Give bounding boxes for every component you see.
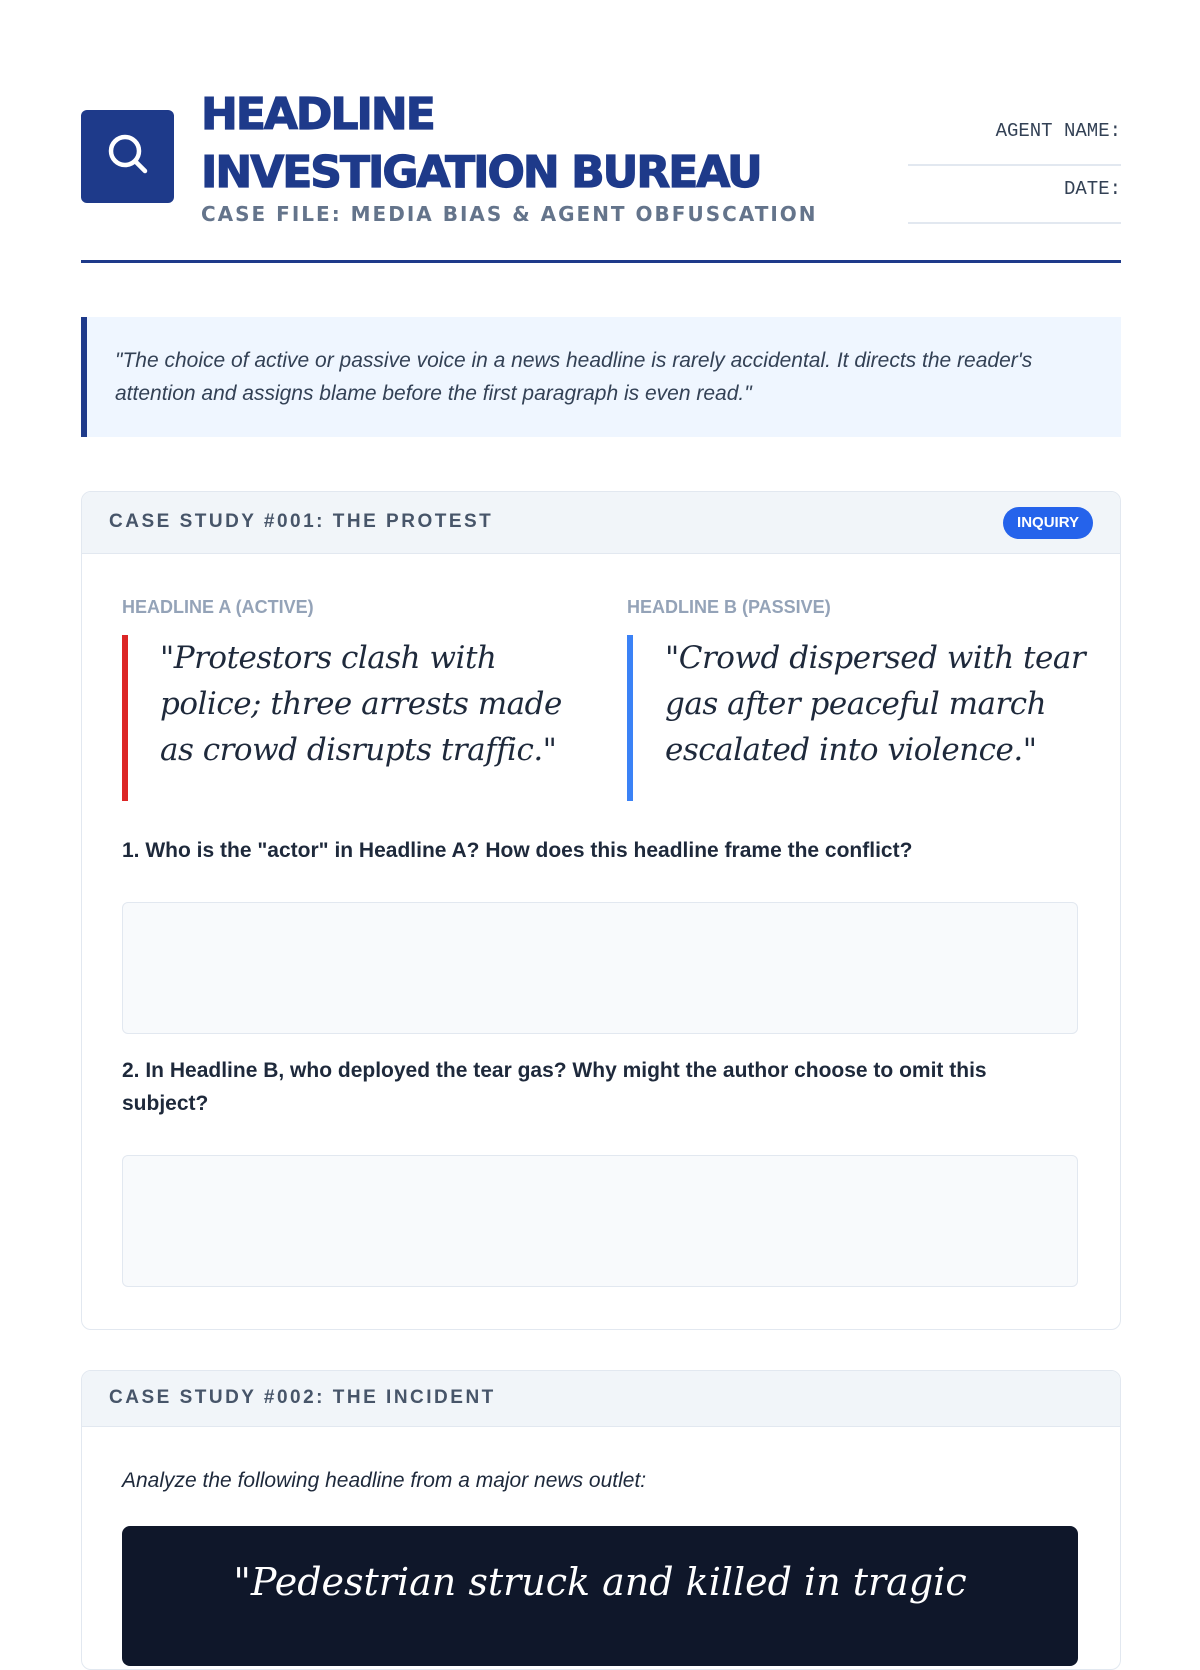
date-field[interactable] <box>908 166 1121 224</box>
intro-quote: "The choice of active or passive voice in a news headline is rarely accidental. It directs the reader's attention and assigns blame before the first paragraph is even read." <box>81 317 1121 437</box>
header <box>81 86 1121 262</box>
agent-meta-fields <box>908 108 1121 224</box>
case-study-title: CASE STUDY #002: THE INCIDENT <box>109 1387 496 1408</box>
status-badge: INQUIRY <box>1003 507 1093 539</box>
featured-headline <box>122 1526 1078 1666</box>
case-study-title: CASE STUDY #001: THE PROTEST <box>109 511 494 532</box>
question-1: 1. Who is the "actor" in Headline A? How does this headline frame the conflict? <box>122 839 913 862</box>
headline-a-label: HEADLINE A (ACTIVE) <box>122 597 314 617</box>
page-subtitle: CASE FILE: MEDIA BIAS & AGENT OBFUSCATION <box>201 202 818 226</box>
featured-headline-text: "Pedestrian struck and killed in tragic <box>233 1560 967 1604</box>
logo <box>81 110 174 203</box>
case-instruction: Analyze the following headline from a major news outlet: <box>122 1469 647 1492</box>
agent-name-label: AGENT NAME: <box>995 120 1121 142</box>
headline-a-quote: "Protestors clash with police; three arrests made as crowd disrupts traffic." <box>122 635 582 801</box>
case-study-card-1 <box>81 491 1121 1330</box>
date-label: DATE: <box>1063 178 1121 200</box>
agent-name-field[interactable] <box>908 108 1121 166</box>
header-divider <box>81 260 1121 263</box>
answer-box-2[interactable] <box>122 1155 1078 1287</box>
question-2: 2. In Headline B, who deployed the tear gas? Why might the author choose to omit this subject? <box>122 1059 987 1115</box>
answer-box-1[interactable] <box>122 902 1078 1034</box>
title-block <box>201 86 841 226</box>
page-title-line-2: INVESTIGATION BUREAU <box>201 147 761 198</box>
case-study-header <box>82 1371 1120 1427</box>
case-study-card-2 <box>81 1370 1121 1670</box>
search-icon <box>104 130 152 183</box>
page-title-line-1: HEADLINE <box>201 89 434 140</box>
headline-b-quote: "Crowd dispersed with tear gas after peaceful march escalated into violence." <box>627 635 1087 801</box>
case-study-header <box>82 492 1120 554</box>
headline-b-label: HEADLINE B (PASSIVE) <box>627 597 831 617</box>
